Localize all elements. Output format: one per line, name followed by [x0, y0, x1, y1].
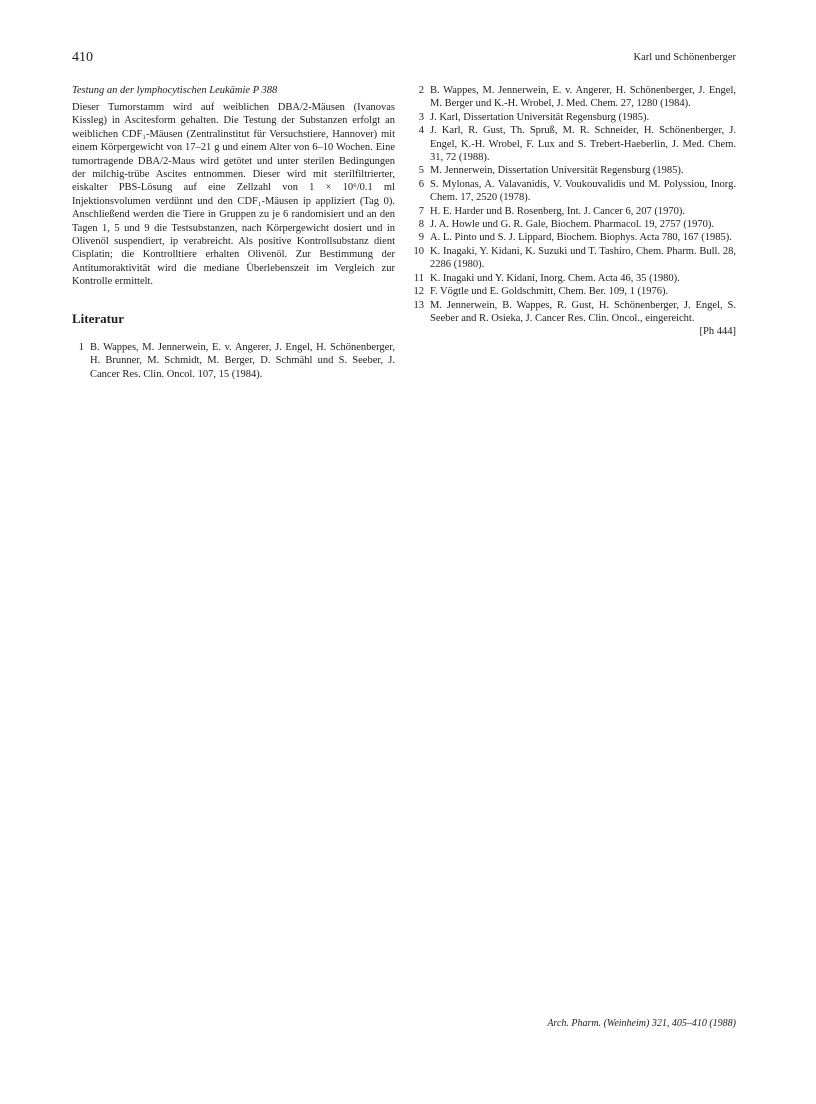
reference-text: A. L. Pinto und S. J. Lippard, Biochem. Biophys. Acta 780, 167 (1985).	[430, 232, 732, 244]
reference-item	[412, 178, 736, 205]
reference-item	[72, 341, 395, 381]
reference-text: H. E. Harder und B. Rosenberg, Int. J. Cancer 6, 207 (1970).	[430, 205, 685, 217]
reference-number: 8	[418, 219, 424, 231]
reference-number: 1	[78, 341, 84, 353]
reference-text: K. Inagaki und Y. Kidani, Inorg. Chem. Acta 46, 35 (1980).	[430, 272, 680, 284]
reference-text: K. Inagaki, Y. Kidani, K. Suzuki und T. Tashiro, Chem. Pharm. Bull. 28, 2286 (1980).	[430, 245, 736, 271]
reference-number: 13	[413, 299, 424, 311]
reference-number: 7	[418, 205, 424, 217]
reference-text: M. Jennerwein, B. Wappes, R. Gust, H. Schönenberger, J. Engel, S. Seeber and R. Osieka, J. Cancer Res. Clin. Oncol., eingereicht.	[430, 299, 736, 324]
reference-item	[412, 205, 736, 218]
reference-item	[412, 111, 736, 124]
reference-text: B. Wappes, M. Jennerwein, E. v. Angerer, J. Engel, H. Schönenberger, H. Brunner, M. Schmidt, M. Berger, D. Schmähl und S. Seeber, J. Cancer Res. Clin. Oncol. 107, 15 (1984).	[90, 341, 395, 380]
method-paragraph: Dieser Tumorstamm wird auf weiblichen DBA/2-Mäusen (Ivanovas Kissleg) in Ascitesform gehalten. Die Testung der Substanzen erfolgt an weiblichen CDF₁-Mäusen (Zentralinstitut für Versuchstiere, Hannover) mit einem Körpergewicht von 17–21 g und einem Alter von 6–10 Wochen. Eine tumortragende DBA/2-Maus wird getötet und unter sterilen Bedingungen der milchig-trübe Ascites entnommen. Dieser wird mit sterilfiltrierter, eiskalter PBS-Lösung auf eine Zellzahl von 1 × 10⁶/0.1 ml Injektionsvolumen verdünnt und den CDF₁-Mäusen ip appliziert (Tag 0). Anschließend werden die Tiere in Gruppen zu je 6 randomisiert und an den Tagen 1, 5 und 9 die Testsubstanzen, nach Körpergewicht dosiert und in Olivenöl suspendiert, ip verabreicht. Als positive Kontrollsubstanz dient Cisplatin; die Kontrolltiere erhalten Olivenöl. Zur Bestimmung der Antitumoraktivität wird die mediane Überlebenszeit im Vergleich zur Kontrolle ermittelt.	[72, 102, 395, 288]
reference-item	[412, 84, 736, 111]
left-column	[72, 84, 395, 381]
reference-number: 10	[413, 245, 424, 257]
running-head: Karl und Schönenberger	[633, 52, 736, 63]
right-column	[412, 84, 736, 338]
section-subhead: Testung an der lymphocytischen Leukämie P 388	[72, 85, 278, 96]
reference-text: J. Karl, R. Gust, Th. Spruß, M. R. Schneider, H. Schönenberger, J. Engel, K.-H. Wrobel, F. Lux and S. Trebert-Haeberlin, J. Med. Chem. 31, 72 (1988).	[430, 125, 736, 164]
reference-item	[412, 299, 736, 326]
reference-number: 12	[413, 286, 424, 298]
reference-number: 2	[418, 85, 424, 96]
reference-item	[412, 218, 736, 231]
page-number: 410	[72, 50, 93, 65]
reference-number: 9	[418, 232, 424, 244]
reference-text: S. Mylonas, A. Valavanidis, V. Voukouvalidis und M. Polyssiou, Inorg. Chem. 17, 2520 (1978).	[430, 178, 736, 204]
reference-item	[412, 245, 736, 272]
reference-number: 5	[418, 165, 424, 177]
reference-number: 11	[413, 272, 424, 284]
reference-number: 6	[418, 178, 424, 190]
reference-text: F. Vögtle und E. Goldschmitt, Chem. Ber. 109, 1 (1976).	[430, 286, 669, 298]
reference-item	[412, 164, 736, 177]
reference-text: B. Wappes, M. Jennerwein, E. v. Angerer, H. Schönenberger, J. Engel, M. Berger und K.-H. Wrobel, J. Med. Chem. 27, 1280 (1984).	[430, 85, 736, 110]
literature-heading: Literatur	[72, 310, 124, 326]
reference-number: 3	[418, 111, 424, 123]
reference-text: M. Jennerwein, Dissertation Universität Regensburg (1985).	[430, 165, 684, 177]
reference-item	[412, 124, 736, 164]
reference-text: J. A. Howle und G. R. Gale, Biochem. Pharmacol. 19, 2757 (1970).	[430, 219, 715, 231]
reference-text: J. Karl, Dissertation Universität Regensburg (1985).	[430, 111, 650, 123]
journal-citation-footer: Arch. Pharm. (Weinheim) 321, 405–410 (1988)	[547, 1018, 736, 1029]
reference-item	[412, 285, 736, 298]
manuscript-note: [Ph 444]	[699, 326, 736, 338]
reference-item	[412, 272, 736, 285]
reference-item	[412, 231, 736, 244]
reference-number: 4	[418, 125, 424, 137]
